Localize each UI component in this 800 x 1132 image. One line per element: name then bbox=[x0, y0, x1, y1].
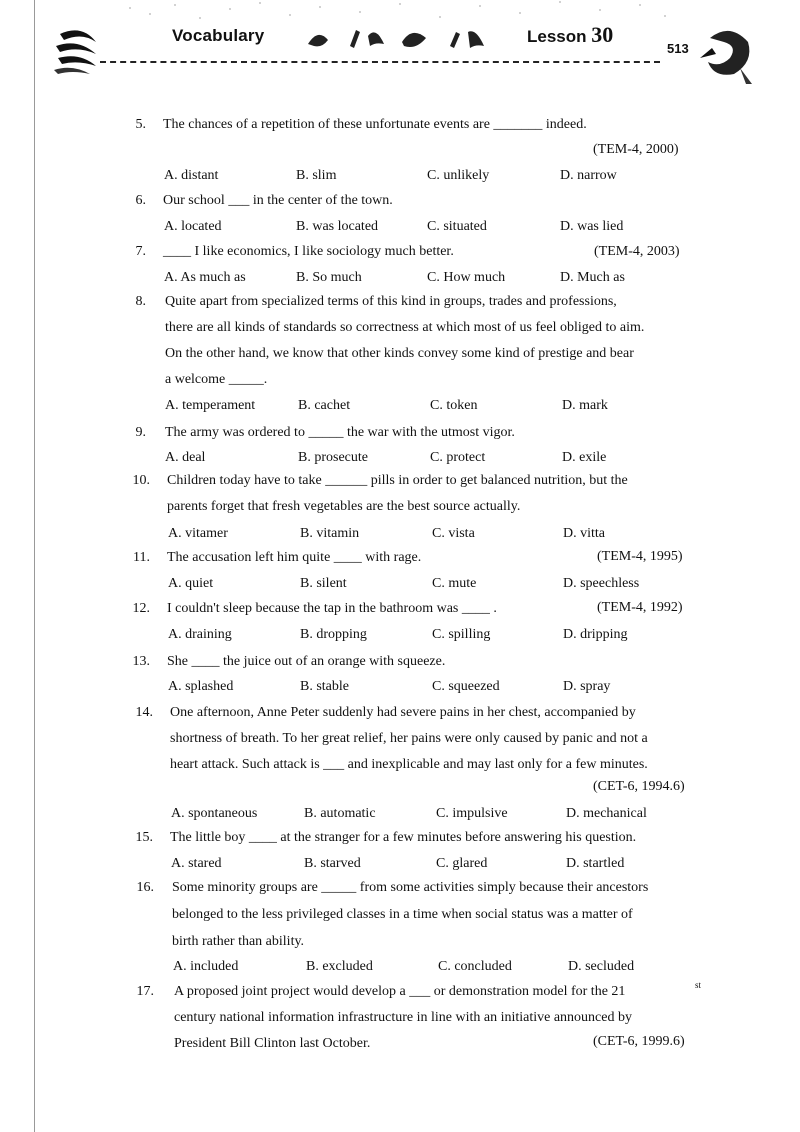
answer-option: D. narrow bbox=[560, 168, 617, 183]
answer-option: A. quiet bbox=[168, 576, 214, 591]
answer-option: D. dripping bbox=[563, 627, 628, 642]
question-text-line: I couldn't sleep because the tap in the bathroom was ____ . bbox=[167, 601, 497, 616]
answer-option: B. stable bbox=[300, 679, 349, 694]
header-dashed-rule bbox=[100, 61, 660, 63]
answer-option: D. speechless bbox=[563, 576, 640, 591]
answer-option: A. spontaneous bbox=[171, 806, 258, 821]
answer-option: C. concluded bbox=[438, 959, 512, 974]
question-number: 16. bbox=[136, 880, 154, 895]
question-text-line: Some minority groups are _____ from some activities simply because their ancestors bbox=[172, 880, 649, 895]
answer-option: B. slim bbox=[296, 168, 337, 183]
answer-option: D. was lied bbox=[560, 219, 624, 234]
answer-option: D. vitta bbox=[563, 526, 605, 541]
answer-option: C. vista bbox=[432, 526, 475, 541]
question-number: 13. bbox=[132, 654, 150, 669]
answer-option: A. vitamer bbox=[168, 526, 228, 541]
exam-source-label: (TEM-4, 2000) bbox=[593, 142, 679, 157]
answer-option: B. automatic bbox=[304, 806, 376, 821]
question-number: 7. bbox=[135, 244, 146, 259]
header-lesson-label bbox=[527, 22, 613, 48]
answer-option: B. prosecute bbox=[298, 450, 368, 465]
exam-source-label: (CET-6, 1999.6) bbox=[593, 1034, 685, 1049]
question-text-line: a welcome _____. bbox=[165, 372, 268, 387]
answer-option: D. mark bbox=[562, 398, 608, 413]
question-text-line: The army was ordered to _____ the war with the utmost vigor. bbox=[165, 425, 515, 440]
answer-option: A. temperament bbox=[165, 398, 256, 413]
exam-source-label: (TEM-4, 2003) bbox=[594, 244, 680, 259]
answer-option: D. spray bbox=[563, 679, 611, 694]
question-text-line: Quite apart from specialized terms of this kind in groups, trades and professions, bbox=[165, 294, 617, 309]
answer-option: D. exile bbox=[562, 450, 607, 465]
page-number: 513 bbox=[667, 41, 689, 56]
question-number: 17. bbox=[136, 984, 154, 999]
answer-option: B. So much bbox=[296, 270, 362, 285]
header-section-title: Vocabulary bbox=[172, 26, 265, 45]
answer-option: D. mechanical bbox=[566, 806, 647, 821]
answer-option: B. silent bbox=[300, 576, 347, 591]
question-text-line: Our school ___ in the center of the town. bbox=[163, 193, 393, 208]
question-text-line: birth rather than ability. bbox=[172, 934, 305, 949]
question-text-line: She ____ the juice out of an orange with squeeze. bbox=[167, 654, 446, 669]
question-number: 6. bbox=[135, 193, 146, 208]
question-text-line: there are all kinds of standards so correctness at which most of us feel obliged to aim. bbox=[165, 320, 645, 335]
question-text-line: The little boy ____ at the stranger for a few minutes before answering his question. bbox=[170, 830, 637, 845]
question-text-line: century national information infrastructure in line with an initiative announced by bbox=[174, 1010, 632, 1025]
question-number: 10. bbox=[132, 473, 150, 488]
question-text-line: ____ I like economics, I like sociology much better. bbox=[163, 244, 454, 259]
answer-option: C. spilling bbox=[432, 627, 491, 642]
answer-option: B. cachet bbox=[298, 398, 351, 413]
exam-source-label: (TEM-4, 1992) bbox=[597, 600, 683, 615]
calligraphy-ornament-icon bbox=[300, 22, 500, 56]
answer-option: C. protect bbox=[430, 450, 486, 465]
answer-option: A. deal bbox=[165, 450, 206, 465]
exam-source-label: (TEM-4, 1995) bbox=[597, 549, 683, 564]
question-text-line: The accusation left him quite ____ with rage. bbox=[167, 550, 422, 565]
question-text-line: heart attack. Such attack is ___ and inexplicable and may last only for a few minutes. bbox=[170, 757, 648, 772]
swirl-logo-icon bbox=[52, 24, 102, 76]
answer-option: C. impulsive bbox=[436, 806, 508, 821]
answer-option: B. vitamin bbox=[300, 526, 360, 541]
question-number: 8. bbox=[135, 294, 146, 309]
answer-option: A. splashed bbox=[168, 679, 234, 694]
question-text-line: Children today have to take ______ pills in order to get balanced nutrition, but the bbox=[167, 473, 628, 488]
answer-option: C. mute bbox=[432, 576, 477, 591]
question-text-line: On the other hand, we know that other kinds convey some kind of prestige and bear bbox=[165, 346, 634, 361]
question-text-line: A proposed joint project would develop a ___ or demonstration model for the 21 bbox=[174, 984, 626, 999]
lesson-word: Lesson bbox=[527, 27, 587, 46]
answer-option: D. startled bbox=[566, 856, 625, 871]
answer-option: B. dropping bbox=[300, 627, 367, 642]
answer-option: B. starved bbox=[304, 856, 361, 871]
answer-option: D. Much as bbox=[560, 270, 625, 285]
answer-option: C. situated bbox=[427, 219, 487, 234]
question-text-line: One afternoon, Anne Peter suddenly had severe pains in her chest, accompanied by bbox=[170, 705, 636, 720]
answer-option: D. secluded bbox=[568, 959, 635, 974]
answer-option: C. glared bbox=[436, 856, 488, 871]
question-number: 11. bbox=[133, 550, 150, 565]
question-text-line: parents forget that fresh vegetables are the best source actually. bbox=[167, 499, 521, 514]
question-number: 9. bbox=[135, 425, 146, 440]
page-spine-line bbox=[34, 0, 35, 1132]
lesson-number: 30 bbox=[591, 22, 614, 47]
question-text-line: The chances of a repetition of these unfortunate events are _______ indeed. bbox=[163, 117, 587, 132]
answer-option: B. excluded bbox=[306, 959, 373, 974]
question-number: 15. bbox=[135, 830, 153, 845]
answer-option: A. draining bbox=[168, 627, 232, 642]
answer-option: A. included bbox=[173, 959, 239, 974]
question-number: 14. bbox=[135, 705, 153, 720]
question-number: 5. bbox=[135, 117, 146, 132]
answer-option: A. stared bbox=[171, 856, 222, 871]
answer-option: B. was located bbox=[296, 219, 379, 234]
question-text-line: shortness of breath. To her great relief, her pains were only caused by panic and not a bbox=[170, 731, 648, 746]
answer-option: A. located bbox=[164, 219, 222, 234]
answer-option: C. squeezed bbox=[432, 679, 500, 694]
answer-option: C. unlikely bbox=[427, 168, 490, 183]
ordinal-superscript: st bbox=[695, 980, 702, 990]
answer-option: C. How much bbox=[427, 270, 506, 285]
corner-ornament-icon bbox=[690, 18, 760, 88]
exam-source-label: (CET-6, 1994.6) bbox=[593, 779, 685, 794]
answer-option: C. token bbox=[430, 398, 478, 413]
answer-option: A. As much as bbox=[164, 270, 246, 285]
answer-option: A. distant bbox=[164, 168, 219, 183]
question-text-line: President Bill Clinton last October. bbox=[174, 1036, 371, 1051]
question-number: 12. bbox=[132, 601, 150, 616]
page-header bbox=[0, 0, 800, 92]
question-text-line: belonged to the less privileged classes in a time when social status was a matter of bbox=[172, 907, 633, 922]
